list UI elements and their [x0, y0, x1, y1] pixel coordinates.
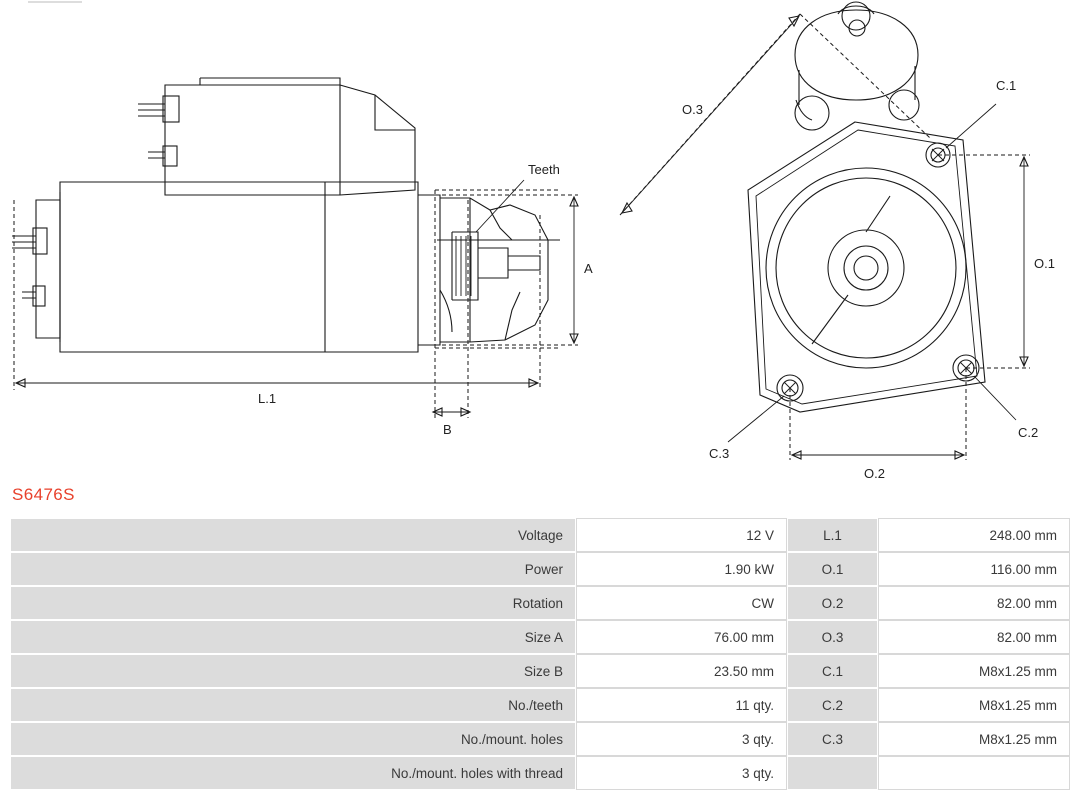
spec-label2: C.2: [787, 688, 878, 722]
table-row: [10, 620, 1070, 654]
spec-value: 76.00 mm: [576, 620, 787, 654]
teeth-label: Teeth: [528, 162, 560, 177]
table-row: [10, 688, 1070, 722]
specification-table: [10, 518, 1070, 790]
spec-label: No./mount. holes with thread: [10, 756, 576, 790]
spec-value2: M8x1.25 mm: [878, 654, 1070, 688]
o1-label: O.1: [1034, 256, 1055, 271]
spec-value2: 82.00 mm: [878, 620, 1070, 654]
c2-label: C.2: [1018, 425, 1039, 440]
size-b-label: B: [443, 422, 452, 437]
spec-label: Voltage: [10, 518, 576, 552]
spec-value: 3 qty.: [576, 722, 787, 756]
spec-label2: O.1: [787, 552, 878, 586]
length-l1-label: L.1: [258, 391, 277, 406]
spec-value: CW: [576, 586, 787, 620]
side-view-drawing: [12, 78, 593, 437]
table-row: [10, 722, 1070, 756]
spec-label2: L.1: [787, 518, 878, 552]
spec-value: 3 qty.: [576, 756, 787, 790]
spec-label2: C.3: [787, 722, 878, 756]
spec-label2-empty: [787, 756, 878, 790]
o2-label: O.2: [864, 466, 885, 480]
c1-label: C.1: [996, 78, 1017, 93]
spec-label2: O.2: [787, 586, 878, 620]
spec-value: 23.50 mm: [576, 654, 787, 688]
spec-label: No./mount. holes: [10, 722, 576, 756]
spec-value2: 116.00 mm: [878, 552, 1070, 586]
table-row: [10, 654, 1070, 688]
spec-label2: O.3: [787, 620, 878, 654]
front-view-drawing: [620, 2, 1055, 480]
spec-label: Rotation: [10, 586, 576, 620]
spec-label: No./teeth: [10, 688, 576, 722]
spec-value: 1.90 kW: [576, 552, 787, 586]
part-number: S6476S: [12, 485, 75, 504]
spec-label: Power: [10, 552, 576, 586]
spec-label: Size B: [10, 654, 576, 688]
spec-value2-empty: [878, 756, 1070, 790]
table-row: [10, 552, 1070, 586]
spec-value: 11 qty.: [576, 688, 787, 722]
spec-value2: 248.00 mm: [878, 518, 1070, 552]
c3-label: C.3: [709, 446, 730, 461]
spec-value2: M8x1.25 mm: [878, 688, 1070, 722]
size-a-label: A: [584, 261, 593, 276]
spec-label: Size A: [10, 620, 576, 654]
o3-label: O.3: [682, 102, 703, 117]
table-row: [10, 518, 1070, 552]
table-row: [10, 756, 1070, 790]
spec-label2: C.1: [787, 654, 878, 688]
spec-value2: M8x1.25 mm: [878, 722, 1070, 756]
table-row: [10, 586, 1070, 620]
spec-value: 12 V: [576, 518, 787, 552]
spec-value2: 82.00 mm: [878, 586, 1070, 620]
